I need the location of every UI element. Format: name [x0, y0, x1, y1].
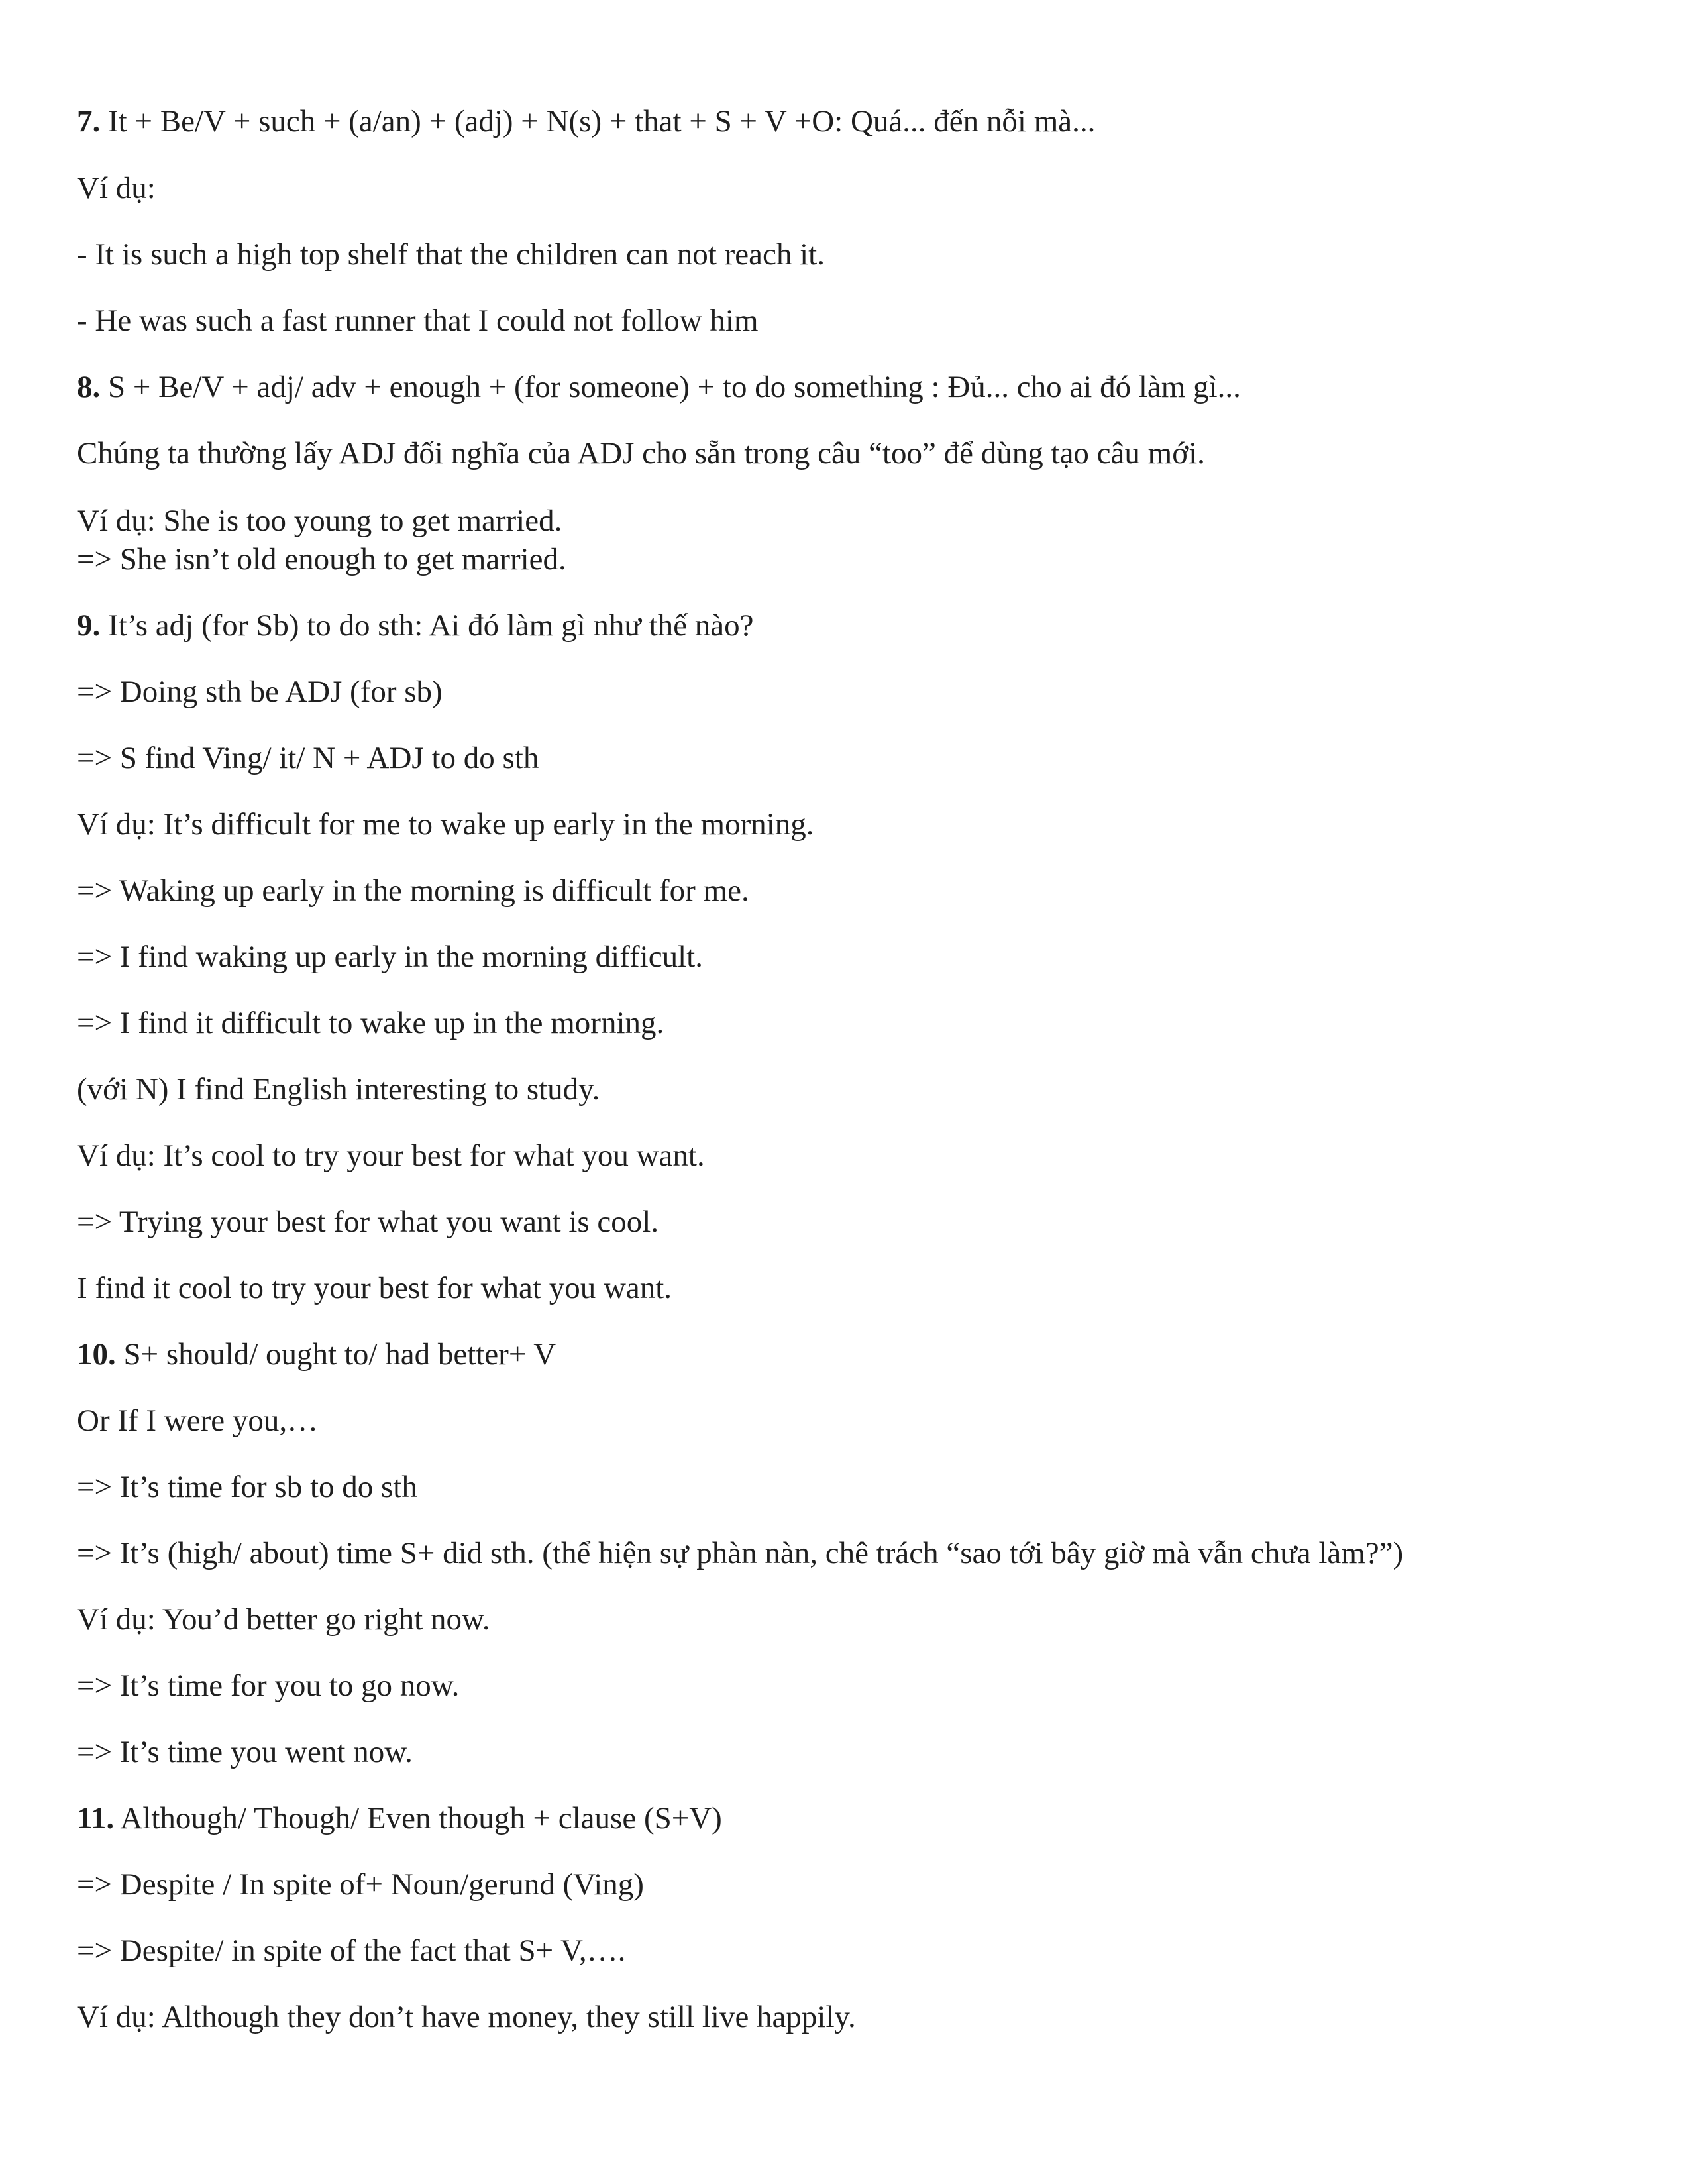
text-line: => Doing sth be ADJ (for sb)	[77, 675, 443, 709]
section-number: 10.	[77, 1337, 116, 1372]
text-line: - It is such a high top shelf that the children can not reach it.	[77, 237, 825, 272]
text-line: => It’s time for you to go now.	[77, 1668, 460, 1703]
text-line: => I find waking up early in the morning difficult.	[77, 940, 703, 974]
text-line: => Despite/ in spite of the fact that S+ V,….	[77, 1934, 626, 1968]
text-line: Or If I were you,…	[77, 1403, 319, 1438]
text-line: => It’s time you went now.	[77, 1735, 413, 1769]
text-line: I find it cool to try your best for what you want.	[77, 1271, 672, 1305]
text-line: => Trying your best for what you want is cool.	[77, 1205, 659, 1239]
text-line: Chúng ta thường lấy ADJ đối nghĩa của ADJ cho sẵn trong câu “too” để dùng tạo câu mới.	[77, 436, 1205, 470]
section-10-heading	[77, 1336, 556, 1373]
section-8-heading	[77, 368, 1241, 406]
text-line: => It’s time for sb to do sth	[77, 1470, 417, 1504]
text-line: Ví dụ: Although they don’t have money, they still live happily.	[77, 2000, 856, 2034]
text-line: => S find Ving/ it/ N + ADJ to do sth	[77, 741, 539, 775]
section-number: 7.	[77, 104, 101, 138]
text-line: Ví dụ: It’s cool to try your best for what you want.	[77, 1138, 705, 1173]
section-heading-text: It + Be/V + such + (a/an) + (adj) + N(s) + that + S + V +O: Quá... đến nỗi mà...	[108, 104, 1096, 138]
section-number: 11.	[77, 1801, 115, 1835]
text-line: => It’s (high/ about) time S+ did sth. (thể hiện sự phàn nàn, chê trách “sao tới bây giờ mà vẫn chưa làm?”)	[77, 1536, 1404, 1570]
section-7-heading	[77, 103, 1095, 140]
section-number: 8.	[77, 370, 101, 404]
section-heading-text: S + Be/V + adj/ adv + enough + (for someone) + to do something : Đủ... cho ai đó làm gì...	[108, 370, 1241, 404]
text-line: Ví dụ: It’s difficult for me to wake up early in the morning.	[77, 807, 814, 842]
section-heading-text: It’s adj (for Sb) to do sth: Ai đó làm gì như thế nào?	[108, 608, 754, 643]
text-line: => She isn’t old enough to get married.	[77, 542, 566, 576]
document-page	[77, 0, 1614, 2184]
text-line: Ví dụ: You’d better go right now.	[77, 1602, 490, 1637]
text-line: => I find it difficult to wake up in the morning.	[77, 1006, 664, 1040]
text-line: Ví dụ: She is too young to get married.	[77, 504, 562, 538]
section-heading-text: Although/ Though/ Even though + clause (S+V)	[120, 1801, 722, 1835]
section-heading-text: S+ should/ ought to/ had better+ V	[123, 1337, 556, 1372]
section-9-heading	[77, 607, 754, 644]
section-11-heading	[77, 1800, 722, 1837]
text-line: (với N) I find English interesting to study.	[77, 1072, 600, 1107]
text-line: - He was such a fast runner that I could not follow him	[77, 303, 759, 338]
section-number: 9.	[77, 608, 101, 643]
text-line: => Despite / In spite of+ Noun/gerund (Ving)	[77, 1867, 644, 1902]
text-line: => Waking up early in the morning is difficult for me.	[77, 873, 749, 908]
text-line: Ví dụ:	[77, 171, 156, 205]
